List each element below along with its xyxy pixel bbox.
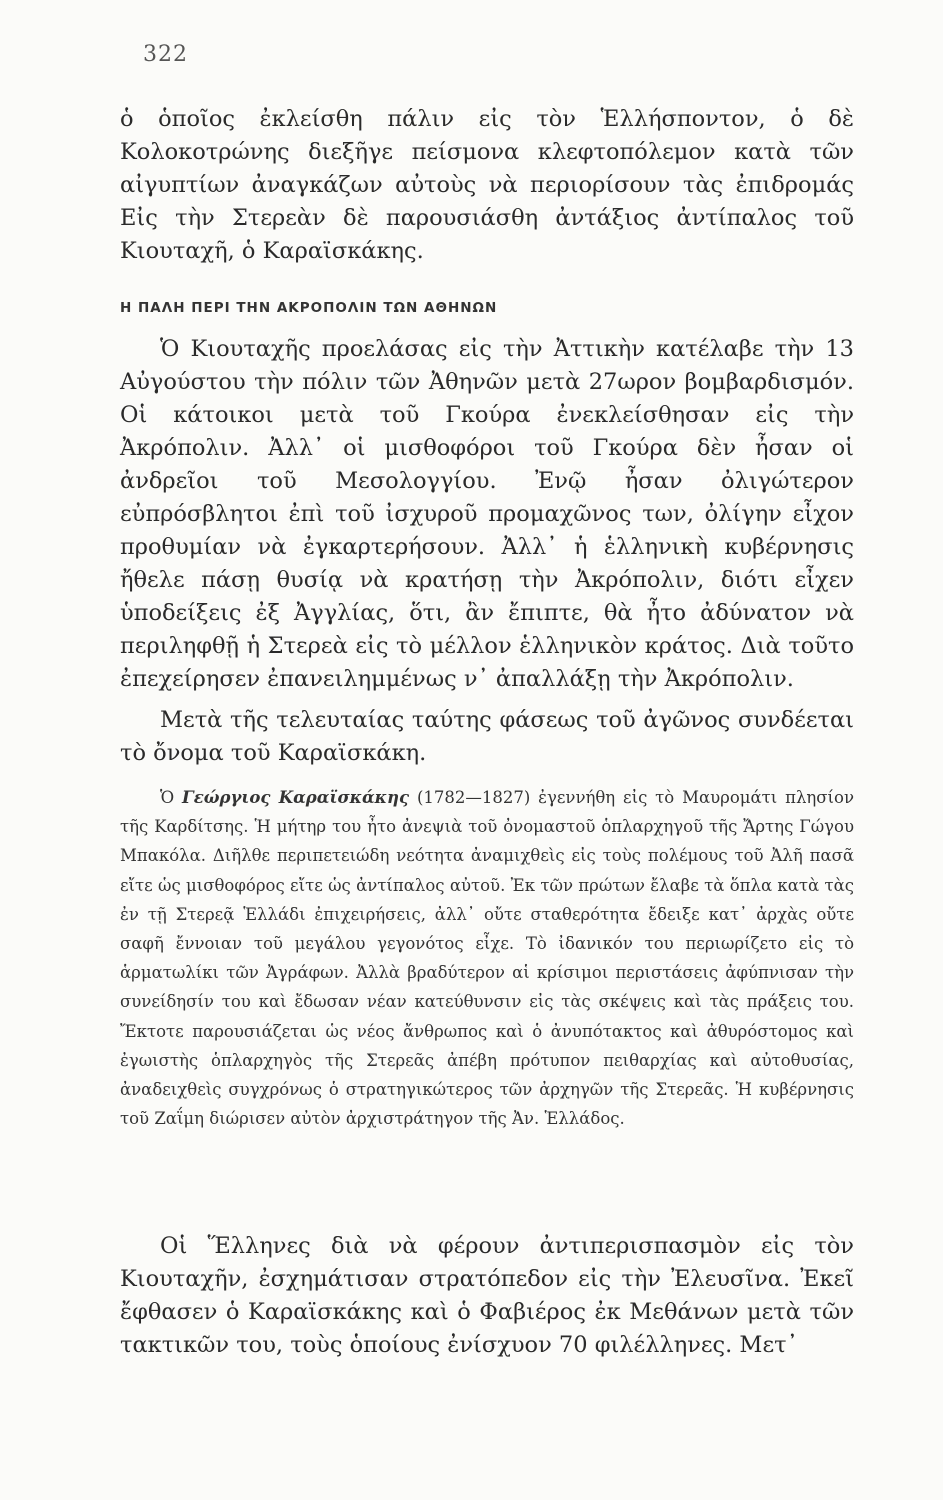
- paragraph-text: ὁ ὁποῖος ἐκλείσθη πάλιν εἰς τὸν Ἑλλήσποντον, ὁ δὲ Κολοκοτρώνης διεξῆγε πείσμονα κλεφτοπόλεμον κατὰ τῶν αἰγυπτίων ἀναγκάζων αὐτοὺς νὰ περιορίσουν τὰς ἐπιδρομάς Εἰς τὴν Στερεὰν δὲ παρουσιάσθη ἀντάξιος ἀντίπαλος τοῦ Κιουταχῆ, ὁ Καραϊσκάκης.: [120, 106, 854, 264]
- section-heading: Η ΠΑΛΗ ΠΕΡΙ ΤΗΝ ΑΚΡΟΠΟΛΙΝ ΤΩΝ ΑΘΗΝΩΝ: [120, 300, 498, 316]
- paragraph-intro: [120, 103, 854, 268]
- paragraph-karaiskakis: [120, 704, 854, 770]
- paragraph-eleusis: [120, 1230, 854, 1362]
- paragraph-acropolis: [120, 333, 854, 696]
- paragraph-text: Ὁ Κιουταχῆς προελάσας εἰς τὴν Ἀττικὴν κατέλαβε τὴν 13 Αὐγούστου τὴν πόλιν τῶν Ἀθηνῶν μετὰ 27ωρον βομβαρδισμόν. Οἱ κάτοικοι μετὰ τοῦ Γκούρα ἐνεκλείσθησαν εἰς τὴν Ἀκρόπολιν. Ἀλλ᾽ οἱ μισθοφόροι τοῦ Γκούρα δὲν ἦσαν οἱ ἀνδρεῖοι τοῦ Μεσολογγίου. Ἐνῷ ἦσαν ὀλιγώτερον εὐπρόσβλητοι ἐπὶ τοῦ ἰσχυροῦ προμαχῶνος των, ὀλίγην εἶχον προθυμίαν νὰ ἐγκαρτερήσουν. Ἀλλ᾽ ἡ ἑλληνικὴ κυβέρνησις ἤθελε πάσῃ θυσίᾳ νὰ κρατήσῃ τὴν Ἀκρόπολιν, διότι εἶχεν ὑποδείξεις ἐξ Ἀγγλίας, ὅτι, ἂν ἔπιπτε, θὰ ἦτο ἀδύνατον νὰ περιληφθῇ ἡ Στερεὰ εἰς τὸ μέλλον ἑλληνικὸν κράτος. Διὰ τοῦτο ἐπεχείρησεν ἐπανειλημμένως ν᾽ ἀπαλλάξῃ τὴν Ἀκρόπολιν.: [120, 336, 854, 692]
- paragraph-text: Οἱ Ἕλληνες διὰ νὰ φέρουν ἀντιπερισπασμὸν εἰς τὸν Κιουταχῆν, ἐσχημάτισαν στρατόπεδον εἰς τὴν Ἐλευσῖνα. Ἐκεῖ ἔφθασεν ὁ Καραϊσκάκης καὶ ὁ Φαβιέρος ἐκ Μεθάνων μετὰ τῶν τακτικῶν του, τοὺς ὁποίους ἐνίσχυον 70 φιλέλληνες. Μετ᾽: [120, 1233, 854, 1358]
- page-number: 322: [143, 42, 188, 67]
- biography-note: [120, 783, 854, 1133]
- bio-prefix: Ὁ: [160, 788, 183, 807]
- paragraph-text: Μετὰ τῆς τελευταίας ταύτης φάσεως τοῦ ἀγῶνος συνδέεται τὸ ὄνομα τοῦ Καραϊσκάκη.: [120, 707, 854, 766]
- bio-text: (1782—1827) ἐγεννήθη εἰς τὸ Μαυρομάτι πλησίον τῆς Καρδίτσης. Ἡ μήτηρ του ἦτο ἀνεψιὰ τοῦ ὀνομαστοῦ ὁπλαρχηγοῦ τῆς Ἄρτης Γώγου Μπακόλα. Διῆλθε περιπετειώδη νεότητα ἀναμιχθεὶς εἰς τοὺς πολέμους τοῦ Ἀλῆ πασᾶ εἴτε ὡς μισθοφόρος εἴτε ὡς ἀντίπαλος αὐτοῦ. Ἐκ τῶν πρώτων ἔλαβε τὰ ὅπλα κατὰ τὰς ἐν τῇ Στερεᾷ Ἑλλάδι ἐπιχειρήσεις, ἀλλ᾽ οὔτε σταθερότητα ἔδειξε κατ᾽ ἀρχὰς οὔτε σαφῆ ἔννοιαν τοῦ μεγάλου γεγονότος εἶχε. Τὸ ἰδανικόν του περιωρίζετο εἰς τὸ ἁρματωλίκι τῶν Ἀγράφων. Ἀλλὰ βραδύτερον αἱ κρίσιμοι περιστάσεις ἀφύπνισαν τὴν συνείδησίν του καὶ ἔδωσαν νέαν κατεύθυνσιν εἰς τὰς σκέψεις καὶ τὰς πράξεις του. Ἔκτοτε παρουσιάζεται ὡς νέος ἄνθρωπος καὶ ὁ ἀνυπότακτος καὶ ἀθυρόστομος καὶ ἐγωιστὴς ὁπλαρχηγὸς τῆς Στερεᾶς ἀπέβη πρότυπον πειθαρχίας καὶ αὐτοθυσίας, ἀναδειχθεὶς συγχρόνως ὁ στρατηγικώτερος τῶν ἀρχηγῶν τῆς Στερεᾶς. Ἡ κυβέρνησις τοῦ Ζαΐμη διώρισεν αὐτὸν ἀρχιστράτηγον τῆς Ἀν. Ἑλλάδος.: [120, 788, 854, 1129]
- bio-name: Γεώργιος Καραϊσκάκης: [182, 788, 410, 807]
